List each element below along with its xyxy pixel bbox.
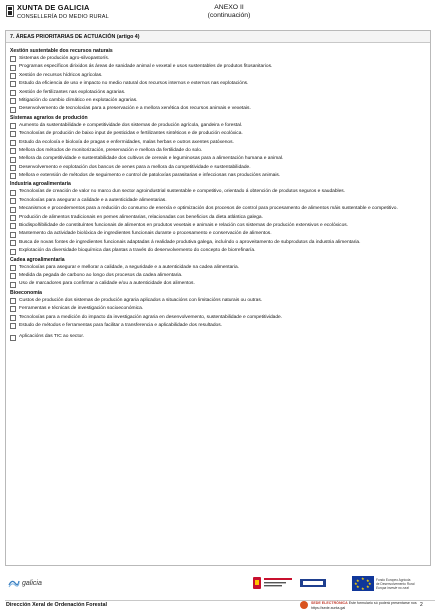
area-option-label: Desenvolvemento e explotación dos bancos de xenes para a mellora da competitividade e sustentabilidade.	[19, 164, 251, 170]
area-option-label: Aplicacións das TIC ao sector.	[19, 334, 85, 340]
area-option-label: Programas específicos dirixidos ás áreas de sanidade animal e vexetal e usos sustentables de produtos fitosanitarios.	[19, 64, 273, 70]
area-option[interactable]	[10, 298, 426, 304]
area-checkbox[interactable]	[10, 90, 16, 96]
area-checkbox[interactable]	[10, 140, 16, 146]
area-option[interactable]	[10, 64, 426, 70]
area-checkbox[interactable]	[10, 65, 16, 71]
area-option-label: Ferramentas e técnicas de investigación socioeconómica.	[19, 306, 144, 312]
area-option[interactable]	[10, 206, 426, 212]
galicia-wave-icon	[8, 578, 20, 588]
sede-electronica-label: SEDE ELECTRÓNICA	[311, 601, 348, 605]
area-option[interactable]	[10, 265, 426, 271]
area-checkbox[interactable]	[10, 249, 16, 255]
area-option-label: Sistemas de produción agro-silvopastorís.	[19, 56, 110, 61]
annex-title: ANEXO II	[214, 4, 244, 11]
fega-logo-icon	[300, 576, 326, 590]
area-option-label: Mellora e extensión de métodos de seguimento e control de patoloxías parasitarias e infecciosas nas producións animais.	[19, 173, 281, 179]
area-option-label: Desenvolvemento de tecnoloxías para a preservación e a mellora xenética dos recursos animais e vexetais.	[19, 106, 251, 112]
area-checkbox[interactable]	[10, 207, 16, 213]
spain-government-logo	[252, 576, 326, 590]
eu-fund-text	[376, 578, 432, 590]
area-checkbox[interactable]	[10, 223, 16, 229]
form-section	[5, 30, 431, 566]
area-group	[10, 48, 426, 113]
area-option-label: Tecnoloxías de produción de baixo input de pesticidas e fertilizantes sintéticos e de produción ecolóxica.	[19, 131, 243, 137]
area-checkbox[interactable]	[10, 148, 16, 154]
area-option-label: Tecnoloxías para a medición do impacto da investigación agraria en desenvolvemento, sustentabilidade e competitividade.	[19, 314, 283, 320]
area-option[interactable]	[10, 56, 426, 62]
area-option-label: Xestión de fertilizantes nas explotacións agrarias.	[19, 89, 126, 95]
area-option[interactable]	[10, 156, 426, 162]
area-option-label: Mantemento da actividade biolóxica de ingredientes funcionais durante o procesamento e conservación de alimentos.	[19, 231, 272, 237]
org-subtitle: CONSELLERÍA DO MEDIO RURAL	[17, 14, 109, 20]
area-option-label: Xestión de recursos hídricos agrícolas.	[19, 72, 103, 78]
area-option-label: Busca de novas fontes de ingredientes funcionais adaptadas á realidade produtiva galega, incluíndo o aproveitamento de subprodutos da industria alimentaria.	[19, 239, 361, 245]
area-checkbox[interactable]	[10, 315, 16, 321]
area-checkbox[interactable]	[10, 273, 16, 279]
area-checkbox[interactable]	[10, 282, 16, 288]
area-option[interactable]	[10, 165, 426, 171]
area-option[interactable]	[10, 215, 426, 221]
area-checkbox[interactable]	[10, 306, 16, 312]
area-option[interactable]	[10, 198, 426, 204]
eu-flag-icon: ★ ★ ★ ★ ★ ★ ★ ★	[352, 576, 374, 591]
area-option-label: Mellora dos métodos de monitorización, preservación e mellora da fertilidade do solo.	[19, 147, 203, 153]
area-option[interactable]	[10, 90, 426, 96]
area-checkbox[interactable]	[10, 98, 16, 104]
area-checkbox[interactable]	[10, 215, 16, 221]
galicia-brand-logo	[8, 578, 42, 588]
sede-electronica-icon	[300, 601, 308, 609]
annex-subtitle: (continuación)	[207, 12, 251, 19]
area-option[interactable]	[10, 189, 426, 195]
area-checkbox[interactable]	[10, 298, 16, 304]
area-option[interactable]	[10, 173, 426, 179]
area-option[interactable]	[10, 281, 426, 287]
area-checkbox[interactable]	[10, 240, 16, 246]
area-checkbox[interactable]	[10, 81, 16, 87]
area-option[interactable]	[10, 334, 426, 340]
area-option-label: Estudo da ecoloxía e bioloxía de pragas e enfermidades, malas herbas e outros axentes patóxenos.	[19, 139, 234, 145]
area-option-label: Tecnoloxías de creación de valor no marco dun sector agroindustrial sustentable e competitivo, orientado á obtención de produtos seguros e saudables.	[19, 189, 346, 195]
area-option-label: Biodispoñibilidade de constituíntes funcionais de alimentos en produtos vexetais e animais e relación cos sistemas de produción extensivos e ecolóxicos.	[19, 223, 349, 229]
spain-crest-icon	[252, 576, 262, 590]
area-group-title: Industria agroalimentaria	[10, 181, 71, 188]
eu-fund-line-3: Europa investe no rural	[376, 585, 409, 590]
area-checkbox[interactable]	[10, 190, 16, 196]
area-option-label: Tecnoloxías para asegurar a calidade e a autenticidade alimentarias.	[19, 197, 167, 203]
area-option[interactable]	[10, 98, 426, 104]
area-checkbox[interactable]	[10, 265, 16, 271]
area-option[interactable]	[10, 73, 426, 79]
area-checkbox[interactable]	[10, 157, 16, 163]
area-option-label: Mitigación do cambio climático en explotación agrarias.	[19, 97, 138, 103]
area-checkbox[interactable]	[10, 56, 16, 62]
area-option-label: Uso de marcadores para confirmar a calidade e/ou a autenticidade dos alimentos.	[19, 281, 195, 287]
org-name: XUNTA DE GALICIA	[17, 3, 90, 12]
area-option-label: Tecnoloxías para asegurar e mellorar a calidade, a seguridade e a autenticidade na cadea alimentaria.	[19, 264, 239, 270]
area-option-label: Estudo de métodos e ferramentas para facilitar a transferencia e aplicabilidade dos resultados.	[19, 322, 223, 328]
area-checkbox[interactable]	[10, 165, 16, 171]
area-option-label: Custos de produción dos sistemas de produción agraria aplicados a situacións con limitacións naturais ou outras.	[19, 297, 263, 303]
xunta-logo	[6, 4, 109, 21]
area-option[interactable]	[10, 273, 426, 279]
area-option[interactable]	[10, 106, 426, 112]
area-checkbox[interactable]	[10, 323, 16, 329]
ministry-banner-icon	[264, 576, 292, 590]
area-group-title: Sistemas agrarios de produción	[10, 114, 88, 121]
area-group-title: Xestión sustentable dos recursos naturais	[10, 48, 113, 54]
area-group-title: Cadea agroalimentaria	[10, 256, 65, 263]
area-option[interactable]	[10, 148, 426, 154]
area-group	[10, 181, 426, 254]
sede-electronica-notice	[300, 601, 440, 610]
area-option[interactable]	[10, 81, 426, 87]
area-option[interactable]	[10, 306, 426, 312]
area-group	[10, 257, 426, 288]
area-group-title: Bioeconomía	[10, 289, 42, 296]
area-option[interactable]	[10, 123, 426, 129]
area-group	[10, 290, 426, 329]
sede-electronica-desc: Este formulario só poderá presentarse nos	[348, 601, 417, 605]
area-option-label: Produción de alimentos tradicionais en pemes alimentarias, relacionadas cos beneficios da dieta atlántica galega.	[19, 214, 263, 220]
area-checkbox[interactable]	[10, 131, 16, 137]
area-option[interactable]	[10, 323, 426, 329]
area-checkbox[interactable]	[10, 173, 16, 179]
area-checkbox[interactable]	[10, 73, 16, 79]
galicia-brand-text: galicia	[22, 579, 42, 587]
area-checkbox[interactable]	[10, 198, 16, 204]
area-checkbox[interactable]	[10, 335, 16, 341]
area-option-label: Mellora da competitividade e sustentabilidade dos cultivos de cereais e leguminosas para a alimentación humana e animal.	[19, 156, 284, 162]
area-option-label: Medida da pegada de carbono ao longo dos procesos da cadea alimentaria.	[19, 272, 183, 278]
area-option[interactable]	[10, 248, 426, 254]
area-checkbox[interactable]	[10, 107, 16, 113]
area-option[interactable]	[10, 223, 426, 229]
area-option[interactable]	[10, 131, 426, 137]
area-option-label: Aumento da sustentabilidade e competitividade dos sistemas de produción agrícola, gandeira e forestal.	[19, 122, 243, 128]
area-option-label: Estudo da eficiencia de uso e impacto no medio natural dos recursos internos e externos nas explotacións.	[19, 81, 249, 87]
sede-electronica-url[interactable]: https://sede.xunta.gal	[311, 605, 346, 610]
area-option-label: Explotación da diversidade bioquímica das plantas a través do desenvolvemento do concepto de biorrefinaría.	[19, 248, 256, 254]
annex-heading	[184, 4, 274, 20]
eu-fund-line-2: de Desenvolvemento Rural	[376, 581, 415, 586]
page-header	[6, 4, 436, 28]
area-option[interactable]	[10, 231, 426, 237]
areas-list	[10, 46, 426, 343]
area-group	[10, 334, 426, 340]
eu-fund-line-1: Fondo Europeo Agrícola	[376, 577, 411, 582]
area-option-label: Mecanismos e procedementos para a redución do consumo de enerxía e optimización dos procesos de control para procesamento de alimentos máis sustentable e competitivo.	[19, 206, 398, 212]
area-checkbox[interactable]	[10, 232, 16, 238]
page-number: 2	[420, 602, 423, 608]
galicia-crest-icon	[6, 5, 14, 17]
area-checkbox[interactable]	[10, 123, 16, 129]
area-option[interactable]	[10, 240, 426, 246]
department-name: Dirección Xeral de Ordenación Forestal	[6, 602, 107, 608]
eu-feader-logo	[352, 576, 432, 591]
area-option[interactable]	[10, 315, 426, 321]
area-group	[10, 115, 426, 180]
area-option[interactable]	[10, 140, 426, 146]
section-title: 7. ÁREAS PRIORITARIAS DE ACTUACIÓN (artigo 4)	[6, 31, 430, 43]
